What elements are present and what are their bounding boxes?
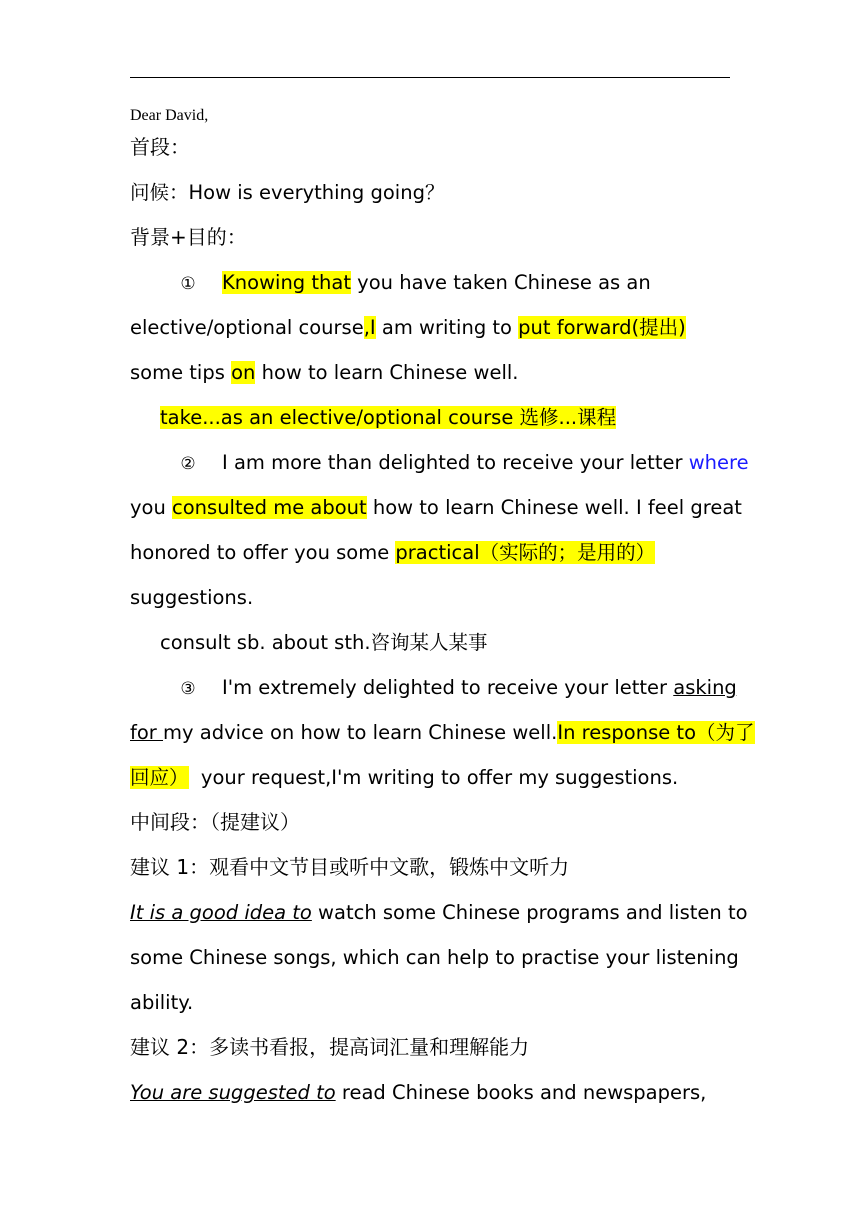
example-1-line-2: [130, 314, 686, 341]
suggestion-2-line-1: [130, 1079, 706, 1106]
example-2-line-2: [130, 494, 742, 521]
text-run: am writing to: [375, 316, 519, 339]
highlight-phrase: take...as an elective/optional course 选修...课程: [160, 406, 617, 429]
text-run: I'm extremely delighted to receive your letter: [222, 676, 674, 699]
suggestion-2-label: 建议 2：多读书看报，提高词汇量和理解能力: [130, 1035, 530, 1059]
highlight-phrase: Knowing that: [222, 271, 351, 294]
greeting: Dear David,: [130, 107, 209, 124]
highlight-phrase: on: [231, 361, 256, 384]
example-2-line-1: [174, 449, 749, 478]
example-1-line-1: [174, 269, 651, 298]
example-2-note: consult sb. about sth.咨询某人某事: [160, 631, 488, 654]
greeting-label: 问候：: [130, 181, 189, 204]
suggestion-1-label: 建议 1：观看中文节目或听中文歌，锻炼中文听力: [130, 855, 570, 879]
middle-heading: 中间段：（提建议）: [130, 810, 300, 834]
header-rule: [130, 77, 730, 78]
greeting-text: How is everything going？: [188, 181, 445, 204]
text-run: elective/optional course: [130, 316, 364, 339]
text-run: you: [130, 496, 173, 519]
example-number: ①: [180, 274, 196, 294]
purpose-heading: 背景+目的：: [130, 225, 247, 249]
greeting-line: [130, 179, 444, 206]
blue-word: where: [688, 451, 749, 474]
underlined-phrase: asking: [673, 676, 737, 699]
text-run: how to learn Chinese well.: [255, 361, 519, 384]
lead-phrase: You are suggested to: [130, 1081, 336, 1104]
highlight-phrase: practical（实际的；是用的）: [395, 541, 656, 564]
text-run: I am more than delighted to receive your letter: [222, 451, 689, 474]
example-3-line-3: [130, 764, 678, 791]
lead-phrase: It is a good idea to: [130, 901, 312, 924]
example-1-line-3: [130, 359, 518, 386]
suggestion-1-line-1: [130, 899, 748, 926]
text-run: watch some Chinese programs and listen to: [311, 901, 748, 924]
text-run: my advice on how to learn Chinese well.: [163, 721, 558, 744]
underlined-phrase: for: [130, 721, 164, 744]
example-3-line-1: [174, 674, 737, 703]
example-number: ③: [180, 679, 196, 699]
highlight-phrase: put forward(提出): [518, 316, 686, 339]
suggestion-1-line-3: ability.: [130, 991, 194, 1014]
highlight-phrase: In response to（为了: [557, 721, 755, 744]
text-run: how to learn Chinese well. I feel great: [366, 496, 742, 519]
first-paragraph-heading: 首段：: [130, 135, 190, 159]
highlight-phrase: 回应）: [130, 766, 189, 789]
highlight-phrase: consulted me about: [172, 496, 367, 519]
highlight-phrase: ,I: [363, 316, 376, 339]
text-run: you have taken Chinese as an: [350, 271, 651, 294]
text-run: read Chinese books and newspapers,: [335, 1081, 707, 1104]
example-2-line-4: suggestions.: [130, 586, 254, 609]
text-run: your request,I'm writing to offer my suggestions.: [188, 766, 679, 789]
example-3-line-2: [130, 719, 755, 746]
example-1-note: [160, 404, 616, 431]
example-2-line-3: [130, 539, 655, 566]
text-run: honored to offer you some: [130, 541, 396, 564]
example-number: ②: [180, 454, 196, 474]
text-run: some tips: [130, 361, 232, 384]
suggestion-1-line-2: some Chinese songs, which can help to practise your listening: [130, 946, 739, 969]
